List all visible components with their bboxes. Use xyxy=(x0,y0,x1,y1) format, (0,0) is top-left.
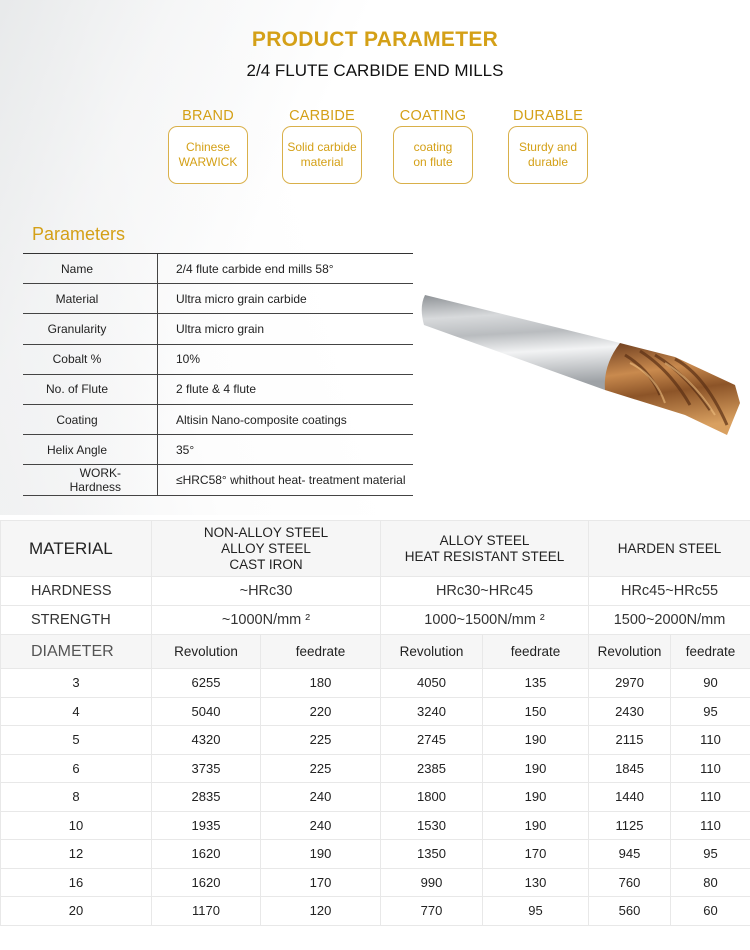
feedrate-header: feedrate xyxy=(671,635,750,669)
strength-value: ~1000N/mm ² xyxy=(152,606,381,635)
material-name-line: ALLOY STEEL xyxy=(439,532,530,548)
data-cell: 945 xyxy=(589,840,671,869)
feature-durable xyxy=(506,107,590,184)
data-cell: 1620 xyxy=(152,840,261,869)
param-row xyxy=(23,405,413,435)
param-value: 2 flute & 4 flute xyxy=(176,382,257,397)
data-cell: 120 xyxy=(261,897,381,926)
param-value: 10% xyxy=(176,352,201,367)
data-cell: 1350 xyxy=(381,840,483,869)
strength-row xyxy=(1,606,750,635)
feature-label: COATING xyxy=(399,108,467,124)
data-cell: 130 xyxy=(483,868,589,897)
param-row xyxy=(23,254,413,284)
data-cell: 110 xyxy=(671,811,750,840)
param-row xyxy=(23,465,413,495)
end-mill-image xyxy=(415,285,750,475)
param-row xyxy=(23,284,413,314)
material-name-line: CAST IRON xyxy=(229,556,303,572)
param-value: Ultra micro grain xyxy=(176,321,265,336)
strength-value: 1500~2000N/mm xyxy=(589,606,750,635)
data-cell: 95 xyxy=(483,897,589,926)
data-cell: 1620 xyxy=(152,868,261,897)
data-cell: 95 xyxy=(671,840,750,869)
feature-text: Chinese xyxy=(185,140,231,154)
diameter-label: DIAMETER xyxy=(1,635,152,669)
table-row xyxy=(1,840,750,869)
data-cell: 240 xyxy=(261,811,381,840)
material-group-3 xyxy=(589,521,750,577)
diameter-cell: 3 xyxy=(1,669,152,698)
strength-label: STRENGTH xyxy=(1,606,152,635)
data-cell: 1845 xyxy=(589,754,671,783)
param-row xyxy=(23,435,413,465)
data-cell: 135 xyxy=(483,669,589,698)
data-cell: 190 xyxy=(483,783,589,812)
param-name: Helix Angle xyxy=(23,435,158,464)
table-row xyxy=(1,697,750,726)
param-name: Name xyxy=(23,254,158,283)
data-cell: 170 xyxy=(483,840,589,869)
table-row xyxy=(1,811,750,840)
page-subtitle: 2/4 FLUTE CARBIDE END MILLS xyxy=(246,61,504,80)
feedrate-header: feedrate xyxy=(483,635,589,669)
param-value: 35° xyxy=(176,442,195,457)
param-name: Cobalt % xyxy=(23,345,158,374)
material-group-2 xyxy=(381,521,589,577)
table-row xyxy=(1,754,750,783)
data-cell: 180 xyxy=(261,669,381,698)
strength-value: 1000~1500N/mm ² xyxy=(381,606,589,635)
parameters-title: Parameters xyxy=(32,224,126,244)
feature-box xyxy=(508,126,588,184)
revolution-header: Revolution xyxy=(152,635,261,669)
feature-text: durable xyxy=(527,155,569,169)
table-row xyxy=(1,669,750,698)
data-cell: 770 xyxy=(381,897,483,926)
feature-coating xyxy=(391,107,475,184)
diameter-cell: 6 xyxy=(1,754,152,783)
page-title: PRODUCT PARAMETER xyxy=(251,28,499,51)
table-row xyxy=(1,897,750,926)
data-cell: 4050 xyxy=(381,669,483,698)
feature-box xyxy=(393,126,473,184)
param-name: WORK-Hardness xyxy=(23,465,158,494)
diameter-cell: 20 xyxy=(1,897,152,926)
param-name: Material xyxy=(23,284,158,313)
table-row xyxy=(1,726,750,755)
hardness-row xyxy=(1,577,750,606)
data-cell: 80 xyxy=(671,868,750,897)
data-cell: 3735 xyxy=(152,754,261,783)
feature-box xyxy=(168,126,248,184)
data-cell: 2835 xyxy=(152,783,261,812)
diameter-cell: 12 xyxy=(1,840,152,869)
data-cell: 560 xyxy=(589,897,671,926)
revolution-header: Revolution xyxy=(589,635,671,669)
diameter-cell: 8 xyxy=(1,783,152,812)
data-cell: 2385 xyxy=(381,754,483,783)
param-value: ≤HRC58° whithout heat- treatment material xyxy=(176,472,406,487)
feature-box xyxy=(282,126,362,184)
param-row xyxy=(23,314,413,344)
data-cell: 4320 xyxy=(152,726,261,755)
material-name-line: HARDEN STEEL xyxy=(617,540,722,556)
data-cell: 110 xyxy=(671,783,750,812)
feature-label: BRAND xyxy=(182,108,234,124)
data-cell: 6255 xyxy=(152,669,261,698)
data-cell: 990 xyxy=(381,868,483,897)
data-cell: 190 xyxy=(483,811,589,840)
data-cell: 1125 xyxy=(589,811,671,840)
column-header-row xyxy=(1,635,750,669)
feature-label: CARBIDE xyxy=(289,108,355,124)
data-cell: 110 xyxy=(671,754,750,783)
material-name-line: HEAT RESISTANT STEEL xyxy=(404,548,565,564)
feature-text: on flute xyxy=(413,155,453,169)
data-cell: 190 xyxy=(483,726,589,755)
table-row xyxy=(1,868,750,897)
feature-text: Sturdy and xyxy=(518,140,578,154)
data-cell: 1530 xyxy=(381,811,483,840)
hardness-label: HARDNESS xyxy=(1,577,152,606)
feature-carbide xyxy=(280,107,364,184)
feature-label: DURABLE xyxy=(513,108,583,124)
data-cell: 2430 xyxy=(589,697,671,726)
material-label: MATERIAL xyxy=(1,521,152,577)
data-cell: 2115 xyxy=(589,726,671,755)
data-cell: 3240 xyxy=(381,697,483,726)
hardness-value: HRc45~HRc55 xyxy=(589,577,750,606)
diameter-cell: 5 xyxy=(1,726,152,755)
data-cell: 110 xyxy=(671,726,750,755)
data-cell: 1440 xyxy=(589,783,671,812)
material-name-line: ALLOY STEEL xyxy=(221,540,311,556)
param-row xyxy=(23,375,413,405)
data-cell: 1935 xyxy=(152,811,261,840)
data-cell: 225 xyxy=(261,726,381,755)
feedrate-header: feedrate xyxy=(261,635,381,669)
param-name: Coating xyxy=(23,405,158,434)
data-cell: 240 xyxy=(261,783,381,812)
feature-text: material xyxy=(300,155,344,169)
cutting-parameters-table xyxy=(0,520,750,926)
data-cell: 225 xyxy=(261,754,381,783)
param-name: No. of Flute xyxy=(23,375,158,404)
hardness-value: ~HRc30 xyxy=(152,577,381,606)
parameters-table xyxy=(23,253,413,496)
param-row xyxy=(23,345,413,375)
feature-text: Solid carbide xyxy=(287,140,357,154)
feature-brand xyxy=(166,107,250,184)
data-cell: 190 xyxy=(261,840,381,869)
diameter-cell: 4 xyxy=(1,697,152,726)
data-cell: 2970 xyxy=(589,669,671,698)
data-cell: 220 xyxy=(261,697,381,726)
feature-text: coating xyxy=(413,140,453,154)
data-cell: 150 xyxy=(483,697,589,726)
data-cell: 5040 xyxy=(152,697,261,726)
material-group-1 xyxy=(152,521,381,577)
material-name-line: NON-ALLOY STEEL xyxy=(203,524,329,540)
data-cell: 1800 xyxy=(381,783,483,812)
hardness-value: HRc30~HRc45 xyxy=(381,577,589,606)
data-cell: 170 xyxy=(261,868,381,897)
param-value: 2/4 flute carbide end mills 58° xyxy=(176,261,334,276)
data-cell: 2745 xyxy=(381,726,483,755)
param-name: Granularity xyxy=(23,314,158,343)
data-cell: 1170 xyxy=(152,897,261,926)
revolution-header: Revolution xyxy=(381,635,483,669)
param-value: Altisin Nano-composite coatings xyxy=(176,412,347,427)
diameter-cell: 16 xyxy=(1,868,152,897)
material-row xyxy=(1,521,750,577)
diameter-cell: 10 xyxy=(1,811,152,840)
data-cell: 60 xyxy=(671,897,750,926)
param-value: Ultra micro grain carbide xyxy=(176,291,307,306)
feature-text: WARWICK xyxy=(178,155,238,169)
data-cell: 190 xyxy=(483,754,589,783)
data-cell: 90 xyxy=(671,669,750,698)
data-cell: 95 xyxy=(671,697,750,726)
table-row xyxy=(1,783,750,812)
data-cell: 760 xyxy=(589,868,671,897)
